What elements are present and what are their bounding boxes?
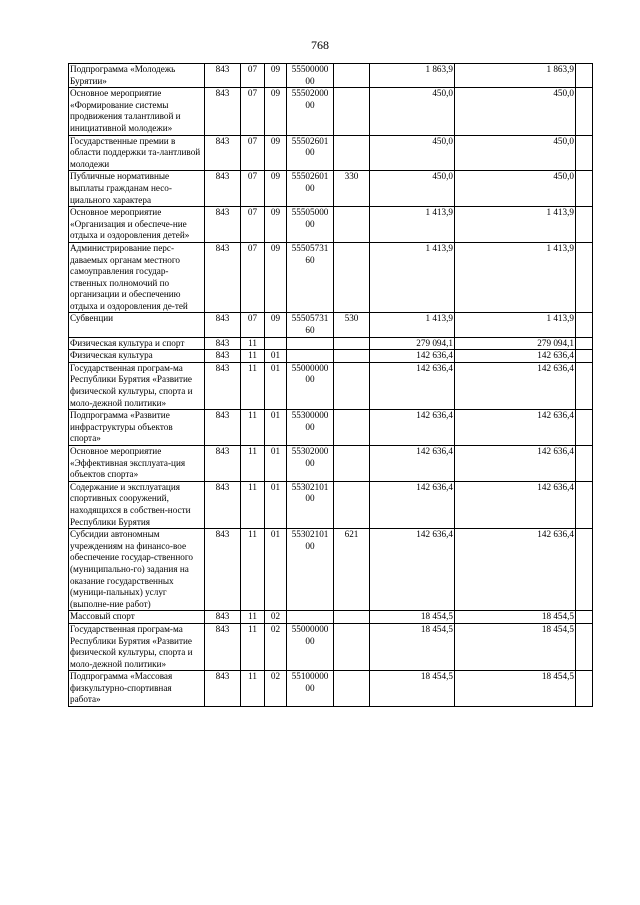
row-subsection-cell: 02 (265, 611, 287, 624)
row-name-cell: Субвенции (69, 313, 205, 337)
table-row (69, 529, 593, 611)
row-amount-1-cell: 18 454,5 (370, 611, 455, 624)
row-amount-1-cell: 450,0 (370, 171, 455, 207)
row-target-article-cell (287, 88, 334, 135)
target-article-line-2: 00 (305, 75, 315, 86)
row-amount-1-cell: 142 636,4 (370, 410, 455, 446)
row-section-cell: 11 (241, 362, 265, 409)
row-subsection-cell: 02 (265, 671, 287, 707)
row-section-cell: 11 (241, 350, 265, 363)
row-amount-1-cell: 450,0 (370, 88, 455, 135)
row-subsection-cell: 02 (265, 623, 287, 670)
row-subsection-cell: 09 (265, 64, 287, 88)
row-target-article-cell (287, 481, 334, 528)
table-row (69, 88, 593, 135)
row-grbs-cell: 843 (205, 171, 241, 207)
row-amount-1-cell: 142 636,4 (370, 362, 455, 409)
row-empty-cell (576, 337, 593, 350)
row-name-cell: Подпрограмма «Молодежь Бурятии» (69, 64, 205, 88)
table-row (69, 337, 593, 350)
row-empty-cell (576, 207, 593, 243)
row-amount-2-cell: 142 636,4 (455, 529, 576, 611)
row-target-article-cell (287, 446, 334, 482)
row-subsection-cell: 09 (265, 171, 287, 207)
row-grbs-cell: 843 (205, 410, 241, 446)
table-row (69, 64, 593, 88)
row-amount-2-cell: 1 863,9 (455, 64, 576, 88)
row-empty-cell (576, 611, 593, 624)
row-subsection-cell: 01 (265, 350, 287, 363)
target-article-line-1: 55302101 (291, 529, 329, 540)
row-grbs-cell: 843 (205, 88, 241, 135)
row-amount-2-cell: 142 636,4 (455, 446, 576, 482)
row-expense-type-cell (334, 671, 370, 707)
row-expense-type-cell (334, 623, 370, 670)
row-amount-1-cell: 1 863,9 (370, 64, 455, 88)
row-grbs-cell: 843 (205, 671, 241, 707)
row-amount-2-cell: 450,0 (455, 171, 576, 207)
table-row (69, 671, 593, 707)
row-empty-cell (576, 529, 593, 611)
row-expense-type-cell (334, 88, 370, 135)
row-section-cell: 11 (241, 446, 265, 482)
row-amount-2-cell: 18 454,5 (455, 671, 576, 707)
row-subsection-cell: 09 (265, 207, 287, 243)
row-subsection-cell: 01 (265, 446, 287, 482)
row-amount-1-cell: 142 636,4 (370, 481, 455, 528)
table-row (69, 481, 593, 528)
target-article-line-2: 00 (305, 147, 315, 158)
row-expense-type-cell (334, 481, 370, 528)
row-grbs-cell: 843 (205, 362, 241, 409)
row-section-cell: 11 (241, 671, 265, 707)
table-row (69, 313, 593, 337)
row-amount-2-cell: 142 636,4 (455, 481, 576, 528)
table-row (69, 242, 593, 313)
row-expense-type-cell (334, 446, 370, 482)
row-amount-2-cell: 450,0 (455, 135, 576, 171)
row-target-article-cell (287, 64, 334, 88)
row-empty-cell (576, 481, 593, 528)
row-empty-cell (576, 623, 593, 670)
target-article-line-2: 00 (305, 457, 315, 468)
row-amount-2-cell: 1 413,9 (455, 242, 576, 313)
table-row (69, 623, 593, 670)
row-target-article-cell (287, 410, 334, 446)
target-article-line-1: 55302000 (291, 446, 329, 456)
row-subsection-cell: 01 (265, 410, 287, 446)
row-section-cell: 07 (241, 207, 265, 243)
row-expense-type-cell (334, 207, 370, 243)
row-amount-1-cell: 1 413,9 (370, 242, 455, 313)
row-empty-cell (576, 242, 593, 313)
row-name-cell: Подпрограмма «Развитие инфраструктуры объектов спорта» (69, 410, 205, 446)
row-amount-2-cell: 142 636,4 (455, 362, 576, 409)
row-empty-cell (576, 446, 593, 482)
row-amount-1-cell: 1 413,9 (370, 313, 455, 337)
row-subsection-cell: 09 (265, 135, 287, 171)
target-article-line-2: 00 (305, 99, 315, 110)
row-amount-2-cell: 142 636,4 (455, 410, 576, 446)
row-grbs-cell: 843 (205, 446, 241, 482)
row-subsection-cell: 09 (265, 88, 287, 135)
row-grbs-cell: 843 (205, 207, 241, 243)
target-article-line-2: 00 (305, 421, 315, 432)
row-name-cell: Администрирование перс-даваемых органам местного самоуправления государ-ственных полномочий по организации и обеспечению отдыха и оздоровления де-тей (69, 242, 205, 313)
row-subsection-cell: 09 (265, 313, 287, 337)
row-amount-2-cell: 279 094,1 (455, 337, 576, 350)
row-target-article-cell (287, 529, 334, 611)
table-row (69, 362, 593, 409)
row-grbs-cell: 843 (205, 135, 241, 171)
row-expense-type-cell: 530 (334, 313, 370, 337)
row-expense-type-cell (334, 350, 370, 363)
target-article-line-2: 00 (305, 682, 315, 693)
row-amount-1-cell: 1 413,9 (370, 207, 455, 243)
target-article-line-2: 00 (305, 540, 315, 551)
row-expense-type-cell: 621 (334, 529, 370, 611)
row-amount-1-cell: 279 094,1 (370, 337, 455, 350)
row-section-cell: 07 (241, 242, 265, 313)
row-section-cell: 07 (241, 64, 265, 88)
row-section-cell: 11 (241, 410, 265, 446)
row-grbs-cell: 843 (205, 350, 241, 363)
row-name-cell: Основное мероприятие «Эффективная эксплуата-ция объектов спорта» (69, 446, 205, 482)
target-article-line-2: 00 (305, 374, 315, 385)
row-name-cell: Массовый спорт (69, 611, 205, 624)
row-amount-1-cell: 450,0 (370, 135, 455, 171)
row-empty-cell (576, 410, 593, 446)
row-name-cell: Государственная програм-ма Республики Бурятия «Развитие физической культуры, спорта и моло-дежной политики» (69, 362, 205, 409)
target-article-line-1: 55500000 (291, 64, 329, 74)
row-amount-2-cell: 1 413,9 (455, 207, 576, 243)
row-amount-1-cell: 142 636,4 (370, 350, 455, 363)
target-article-line-2: 60 (305, 254, 315, 265)
table-row (69, 207, 593, 243)
target-article-line-1: 55502601 (291, 171, 329, 182)
row-expense-type-cell (334, 611, 370, 624)
row-empty-cell (576, 171, 593, 207)
row-target-article-cell (287, 611, 334, 624)
row-name-cell: Подпрограмма «Массовая физкультурно-спортивная работа» (69, 671, 205, 707)
table-row (69, 611, 593, 624)
row-grbs-cell: 843 (205, 64, 241, 88)
table-body (69, 64, 593, 707)
row-expense-type-cell (334, 362, 370, 409)
row-amount-1-cell: 18 454,5 (370, 623, 455, 670)
row-section-cell: 11 (241, 623, 265, 670)
row-amount-2-cell: 142 636,4 (455, 350, 576, 363)
row-amount-2-cell: 450,0 (455, 88, 576, 135)
row-empty-cell (576, 135, 593, 171)
row-empty-cell (576, 350, 593, 363)
target-article-line-1: 55300000 (291, 410, 329, 421)
row-name-cell: Физическая культура и спорт (69, 337, 205, 350)
row-name-cell: Государственные премии в области поддержки та-лантливой молодежи (69, 135, 205, 171)
target-article-line-2: 00 (305, 218, 315, 229)
row-section-cell: 11 (241, 529, 265, 611)
row-subsection-cell: 01 (265, 362, 287, 409)
row-name-cell: Основное мероприятие «Формирование системы продвижения талантливой и инициативной молодежи» (69, 88, 205, 135)
row-grbs-cell: 843 (205, 623, 241, 670)
table-row (69, 446, 593, 482)
target-article-line-1: 55505000 (291, 207, 329, 218)
row-expense-type-cell (334, 410, 370, 446)
row-target-article-cell (287, 207, 334, 243)
table-row (69, 135, 593, 171)
row-target-article-cell (287, 135, 334, 171)
row-expense-type-cell (334, 337, 370, 350)
row-name-cell: Публичные нормативные выплаты гражданам несо-циального характера (69, 171, 205, 207)
row-expense-type-cell (334, 64, 370, 88)
row-name-cell: Государственная програм-ма Республики Бурятия «Развитие физической культуры, спорта и моло-дежной политики» (69, 623, 205, 670)
target-article-line-2: 00 (305, 635, 315, 646)
row-section-cell: 07 (241, 171, 265, 207)
row-amount-2-cell: 18 454,5 (455, 611, 576, 624)
row-target-article-cell (287, 362, 334, 409)
row-section-cell: 07 (241, 313, 265, 337)
target-article-line-2: 00 (305, 493, 315, 504)
row-target-article-cell (287, 242, 334, 313)
row-target-article-cell (287, 350, 334, 363)
row-subsection-cell (265, 337, 287, 350)
row-grbs-cell: 843 (205, 529, 241, 611)
row-grbs-cell: 843 (205, 481, 241, 528)
row-empty-cell (576, 64, 593, 88)
table-row (69, 410, 593, 446)
target-article-line-2: 60 (305, 325, 315, 336)
row-subsection-cell: 01 (265, 529, 287, 611)
row-grbs-cell: 843 (205, 611, 241, 624)
row-subsection-cell: 01 (265, 481, 287, 528)
row-target-article-cell (287, 313, 334, 337)
row-amount-1-cell: 18 454,5 (370, 671, 455, 707)
row-expense-type-cell (334, 135, 370, 171)
target-article-line-1: 55505731 (291, 313, 329, 324)
row-grbs-cell: 843 (205, 337, 241, 350)
budget-table (68, 63, 593, 707)
row-subsection-cell: 09 (265, 242, 287, 313)
target-article-line-1: 55502601 (291, 135, 329, 146)
row-section-cell: 11 (241, 337, 265, 350)
row-name-cell: Физическая культура (69, 350, 205, 363)
table-row (69, 350, 593, 363)
row-section-cell: 07 (241, 88, 265, 135)
row-target-article-cell (287, 337, 334, 350)
row-grbs-cell: 843 (205, 313, 241, 337)
target-article-line-1: 55000000 (291, 362, 329, 373)
row-empty-cell (576, 313, 593, 337)
row-empty-cell (576, 88, 593, 135)
target-article-line-1: 55505731 (291, 242, 329, 253)
table-row (69, 171, 593, 207)
row-grbs-cell: 843 (205, 242, 241, 313)
row-empty-cell (576, 362, 593, 409)
row-section-cell: 11 (241, 481, 265, 528)
row-target-article-cell (287, 671, 334, 707)
row-target-article-cell (287, 171, 334, 207)
row-name-cell: Субсидии автономным учреждениям на финансо-вое обеспечение государ-ственного (муниципально-го) задания на оказание государственных (муници-пальных) услуг (выполне-ние работ) (69, 529, 205, 611)
target-article-line-1: 55302101 (291, 481, 329, 492)
row-name-cell: Содержание и эксплуатация спортивных сооружений, находящихся в собствен-ности Республики Бурятия (69, 481, 205, 528)
row-amount-2-cell: 1 413,9 (455, 313, 576, 337)
row-expense-type-cell: 330 (334, 171, 370, 207)
row-name-cell: Основное мероприятие «Организация и обеспече-ние отдыха и оздоровления детей» (69, 207, 205, 243)
row-empty-cell (576, 671, 593, 707)
row-expense-type-cell (334, 242, 370, 313)
target-article-line-1: 55502000 (291, 88, 329, 99)
target-article-line-2: 00 (305, 182, 315, 193)
target-article-line-1: 55100000 (291, 671, 329, 682)
row-amount-1-cell: 142 636,4 (370, 446, 455, 482)
row-section-cell: 07 (241, 135, 265, 171)
row-target-article-cell (287, 623, 334, 670)
row-section-cell: 11 (241, 611, 265, 624)
row-amount-1-cell: 142 636,4 (370, 529, 455, 611)
target-article-line-1: 55000000 (291, 623, 329, 634)
page-number: 768 (311, 38, 329, 52)
row-amount-2-cell: 18 454,5 (455, 623, 576, 670)
